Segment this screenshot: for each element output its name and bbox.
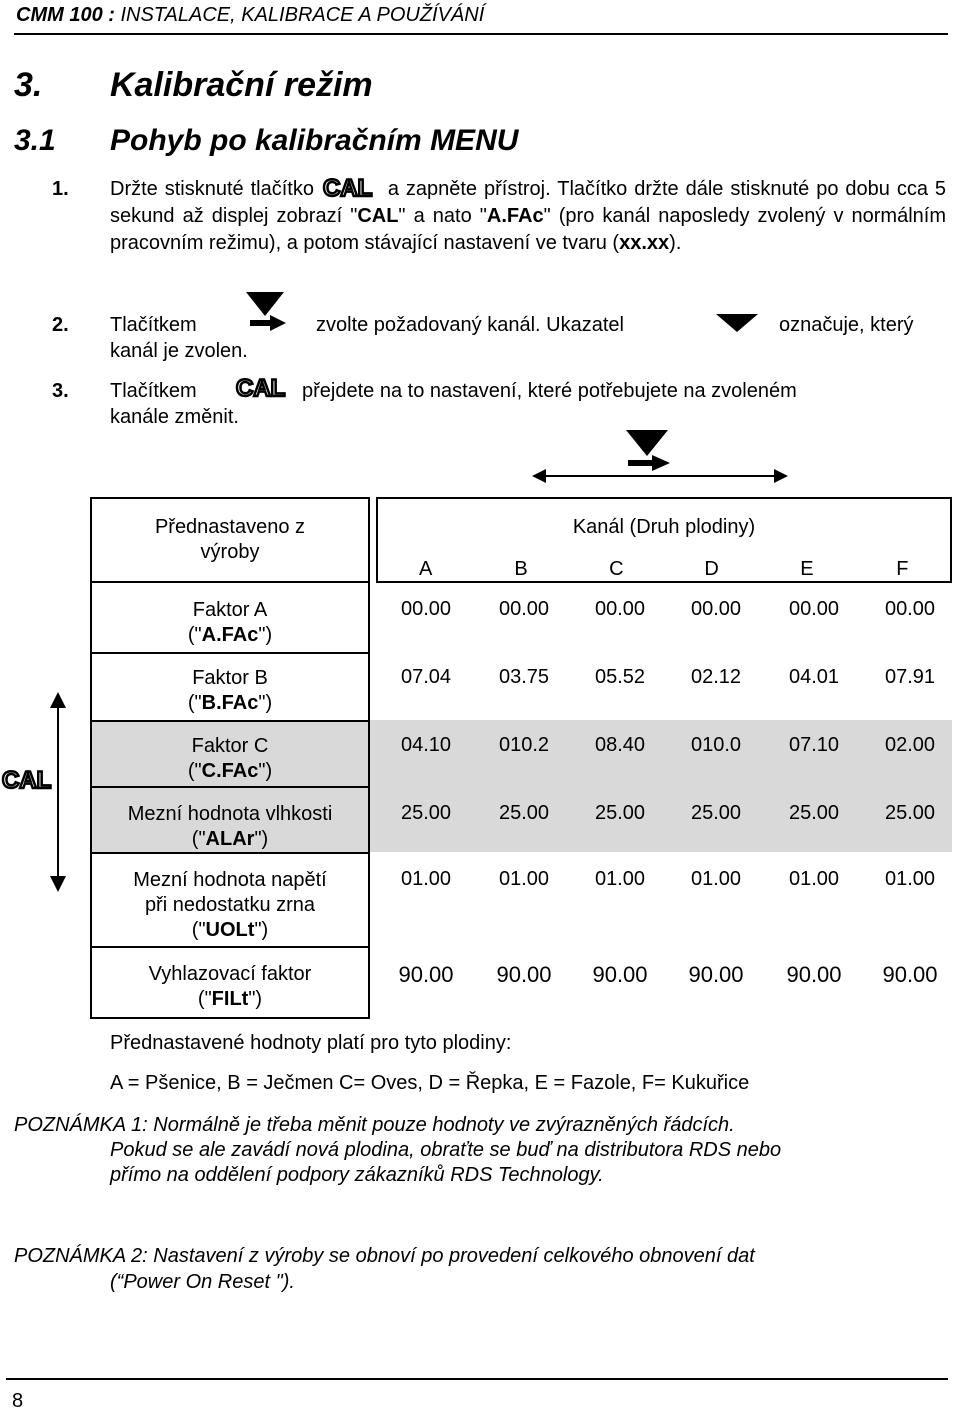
- row-divider: [90, 852, 370, 854]
- table-cell-value: 04.10: [400, 734, 452, 756]
- channel-direction-arrow-icon: [530, 464, 790, 488]
- row-divider: [90, 652, 370, 654]
- step-2-text-c: označuje, který: [779, 314, 914, 336]
- column-header: A: [418, 558, 433, 580]
- table-cell-value: 01.00: [884, 868, 936, 890]
- step-2-text-a: Tlačítkem: [110, 314, 197, 336]
- note-2-line-1: POZNÁMKA 2: Nastavení z výroby se obnoví po provedení celkového obnovení dat: [14, 1245, 755, 1267]
- table-cell-value: 00.00: [594, 598, 646, 620]
- row-divider: [90, 720, 370, 722]
- table-cell-value: 08.40: [594, 734, 646, 756]
- step-1-text-b: a zapněte přístroj. Tlačítko držte dále stisknuté po dobu cca 5 sekund až displej zobrazí ": [110, 178, 946, 227]
- row-label: Mezní hodnota vlhkosti: [127, 803, 333, 825]
- left-header-text: Přednastaveno z výroby: [154, 516, 306, 563]
- step-2-text-d: kanál je zvolen.: [110, 340, 248, 362]
- table-cell-value: 90.00: [786, 962, 842, 987]
- table-cell-value: 05.52: [594, 666, 646, 688]
- row-divider: [90, 946, 370, 948]
- header-title: INSTALACE, KALIBRACE A POUŽÍVÁNÍ: [120, 4, 485, 26]
- crops-legend: A = Pšenice, B = Ječmen C= Oves, D = Řepka, E = Fazole, F= Kukuřice: [110, 1072, 750, 1094]
- column-header: C: [609, 558, 624, 580]
- step-1-text-e: ).: [669, 232, 682, 254]
- table-bottom-border: [90, 1017, 370, 1019]
- channel-select-button-icon: [240, 290, 290, 334]
- table-left-border: [90, 583, 92, 1019]
- row-label-line2: při nedostatku zrna: [144, 894, 316, 916]
- note-1-line-1: POZNÁMKA 1: Normálně je třeba měnit pouze hodnoty ve zvýrazněných řádcích.: [14, 1114, 735, 1136]
- table-row-label: [92, 962, 368, 1012]
- row-code: ("C.FAc"): [187, 760, 273, 782]
- note-2-line-2: (“Power On Reset ").: [110, 1271, 295, 1293]
- column-header: D: [704, 558, 719, 580]
- table-cell-value: 25.00: [788, 802, 840, 824]
- table-cell-value: 010.0: [690, 734, 742, 756]
- page-number: 8: [12, 1390, 24, 1409]
- column-header: E: [800, 558, 814, 580]
- row-label: Faktor A: [192, 599, 268, 621]
- step-1-number: 1.: [52, 178, 69, 200]
- svg-text:CAL: CAL: [322, 176, 373, 198]
- table-cell-value: 02.00: [884, 734, 936, 756]
- table-left-header: [90, 497, 370, 583]
- table-cell-value: 01.00: [400, 868, 452, 890]
- pointer-icon: [714, 312, 760, 334]
- table-cell-value: 90.00: [882, 962, 938, 987]
- row-label: Mezní hodnota napětí: [133, 869, 327, 891]
- table-cell-value: 01.00: [498, 868, 550, 890]
- table-cell-value: 90.00: [688, 962, 744, 987]
- table-cell-value: 90.00: [496, 962, 552, 987]
- section-number: 3.: [14, 66, 43, 104]
- table-row-label: [92, 598, 368, 648]
- table-cell-value: 00.00: [788, 598, 840, 620]
- subsection-title: [14, 124, 518, 158]
- step-1-text-a: Držte stisknuté tlačítko: [110, 178, 314, 200]
- right-header-text: Kanál (Druh plodiny): [572, 516, 756, 538]
- table-cell-value: 00.00: [690, 598, 742, 620]
- step-1-text: [110, 176, 946, 257]
- table-cell-value: 00.00: [400, 598, 452, 620]
- table-cell-value: 01.00: [690, 868, 742, 890]
- row-code: ("UOLt"): [191, 919, 269, 941]
- step-1-text-c: " a nato ": [398, 205, 487, 227]
- row-label: Faktor C: [191, 735, 269, 757]
- note-1-line-2: Pokud se ale zavádí nová plodina, obraťte se buď na distributora RDS nebo: [110, 1139, 782, 1161]
- table-cell-value: 90.00: [398, 962, 454, 987]
- table-row-label: [92, 802, 368, 852]
- step-1-afac-code: A.FAc: [486, 205, 544, 227]
- row-code: ("B.FAc"): [187, 692, 273, 714]
- column-headers: [378, 557, 950, 582]
- table-cell-value: 07.10: [788, 734, 840, 756]
- step-3-text-c: kanále změnit.: [110, 406, 239, 428]
- table-divider: [368, 583, 370, 1019]
- document-header: [16, 4, 484, 27]
- step-3-text-a: Tlačítkem: [110, 380, 197, 402]
- table-cell-value: 00.00: [884, 598, 936, 620]
- table-cell-value: 01.00: [788, 868, 840, 890]
- table-cell-value: 00.00: [498, 598, 550, 620]
- step-2-text-b: zvolte požadovaný kanál. Ukazatel: [316, 314, 624, 336]
- table-row-label: [92, 868, 368, 943]
- section-title: [14, 66, 373, 105]
- column-header: F: [896, 558, 909, 580]
- column-header: B: [514, 558, 528, 580]
- table-cell-value: 04.01: [788, 666, 840, 688]
- row-label: Faktor B: [192, 667, 268, 689]
- row-divider: [90, 786, 370, 788]
- table-cell-value: 010.2: [498, 734, 550, 756]
- table-cell-value: 07.91: [884, 666, 936, 688]
- cal-button-icon: [321, 176, 381, 198]
- table-cell-value: 07.04: [400, 666, 452, 688]
- table-right-header: [376, 497, 952, 583]
- cal-button-icon: [0, 766, 58, 792]
- subsection-title-text: Pohyb po kalibračním MENU: [110, 124, 519, 157]
- row-code: ("ALAr"): [191, 828, 269, 850]
- step-2-number: 2.: [52, 314, 69, 336]
- table-cell-value: 01.00: [594, 868, 646, 890]
- row-code: ("A.FAc"): [187, 624, 273, 646]
- preset-note: Přednastavené hodnoty platí pro tyto plodiny:: [110, 1032, 512, 1054]
- row-code: ("FILt"): [197, 988, 263, 1010]
- step-1-cal-code: CAL: [357, 205, 399, 227]
- note-1-line-3: přímo na oddělení podpory zákazníků RDS Technology.: [110, 1164, 604, 1186]
- table-cell-value: 25.00: [690, 802, 742, 824]
- table-cell-value: 25.00: [400, 802, 452, 824]
- svg-text:CAL: CAL: [236, 376, 286, 400]
- header-prefix: CMM 100 :: [16, 4, 115, 26]
- row-label: Vyhlazovací faktor: [148, 963, 312, 985]
- table-cell-value: 25.00: [498, 802, 550, 824]
- svg-text:CAL: CAL: [2, 767, 52, 792]
- step-3-number: 3.: [52, 380, 69, 402]
- table-row-label: [92, 666, 368, 716]
- step-1-text-d: " (pro kanál naposledy zvolený v normálním pracovním režimu), a potom stávající nastavení ve tvaru (: [110, 205, 946, 254]
- table-cell-value: 25.00: [594, 802, 646, 824]
- footer-divider: [6, 1378, 948, 1380]
- setting-direction-arrow-icon: [44, 692, 72, 892]
- section-title-text: Kalibrační režim: [110, 66, 373, 104]
- subsection-number: 3.1: [14, 124, 56, 157]
- table-cell-value: 02.12: [690, 666, 742, 688]
- table-cell-value: 25.00: [884, 802, 936, 824]
- step-3-text-b: přejdete na to nastavení, které potřebujete na zvoleném: [302, 380, 797, 402]
- table-cell-value: 90.00: [592, 962, 648, 987]
- step-1-format-code: xx.xx: [619, 232, 670, 254]
- table-cell-value: 03.75: [498, 666, 550, 688]
- table-row-label: [92, 734, 368, 784]
- cal-button-icon: [234, 376, 294, 400]
- header-divider: [14, 33, 948, 35]
